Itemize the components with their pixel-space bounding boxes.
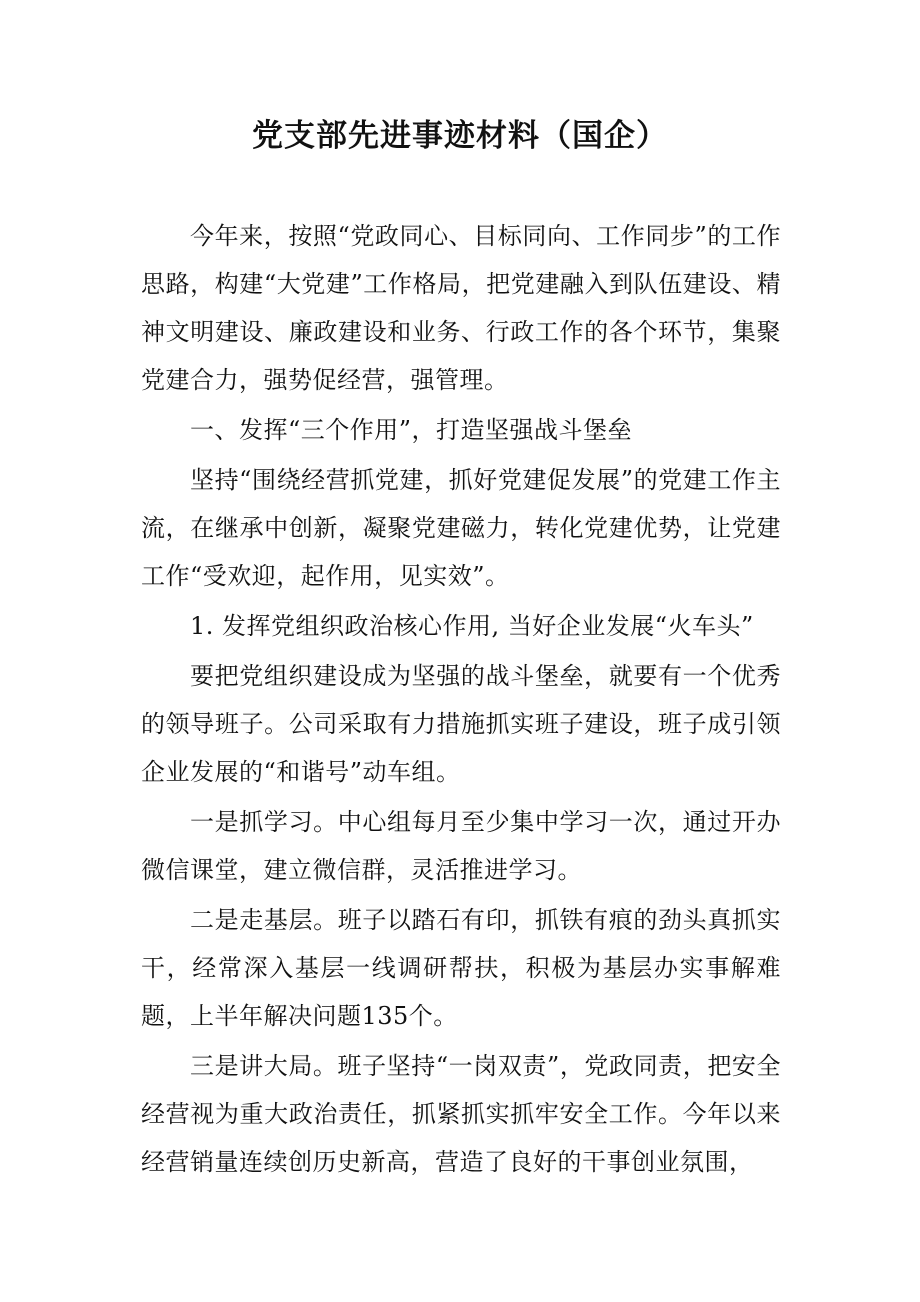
paragraph-overall: 三是讲大局。班子坚持“一岗双责”，党政同责，把安全经营视为重大政治责任，抓紧抓实抓牢安全工作。今年以来经营销量连续创历史新高，营造了良好的干事创业氛围， (141, 1052, 781, 1176)
paragraph-section-1: 坚持“围绕经营抓党建，抓好党建促发展”的党建工作主流，在继承中创新，凝聚党建磁力，转化党建优势，让党建工作“受欢迎，起作用，见实效”。 (141, 466, 781, 590)
paragraph-study: 一是抓学习。中心组每月至少集中学习一次，通过开办微信课堂，建立微信群，灵活推进学习。 (141, 808, 781, 884)
document-title: 党支部先进事迹材料（国企） (252, 118, 668, 154)
paragraph-grassroots: 二是走基层。班子以踏石有印，抓铁有痕的劲头真抓实干，经常深入基层一线调研帮扶，积极为基层办实事解难题，上半年解决问题135个。 (141, 906, 781, 1030)
paragraph-leadership: 要把党组织建设成为坚强的战斗堡垒，就要有一个优秀的领导班子。公司采取有力措施抓实班子建设，班子成引领企业发展的“和谐号”动车组。 (141, 662, 781, 786)
section-heading-1: 一、发挥“三个作用”，打造坚强战斗堡垒 (190, 416, 633, 444)
subheading-1: 1. 发挥党组织政治核心作用, 当好企业发展“火车头” (190, 612, 754, 640)
paragraph-intro: 今年来，按照“党政同心、目标同向、工作同步”的工作思路，构建“大党建”工作格局，把党建融入到队伍建设、精神文明建设、廉政建设和业务、行政工作的各个环节，集聚党建合力，强势促经营，强管理。 (141, 222, 781, 394)
document-body (141, 212, 781, 1188)
